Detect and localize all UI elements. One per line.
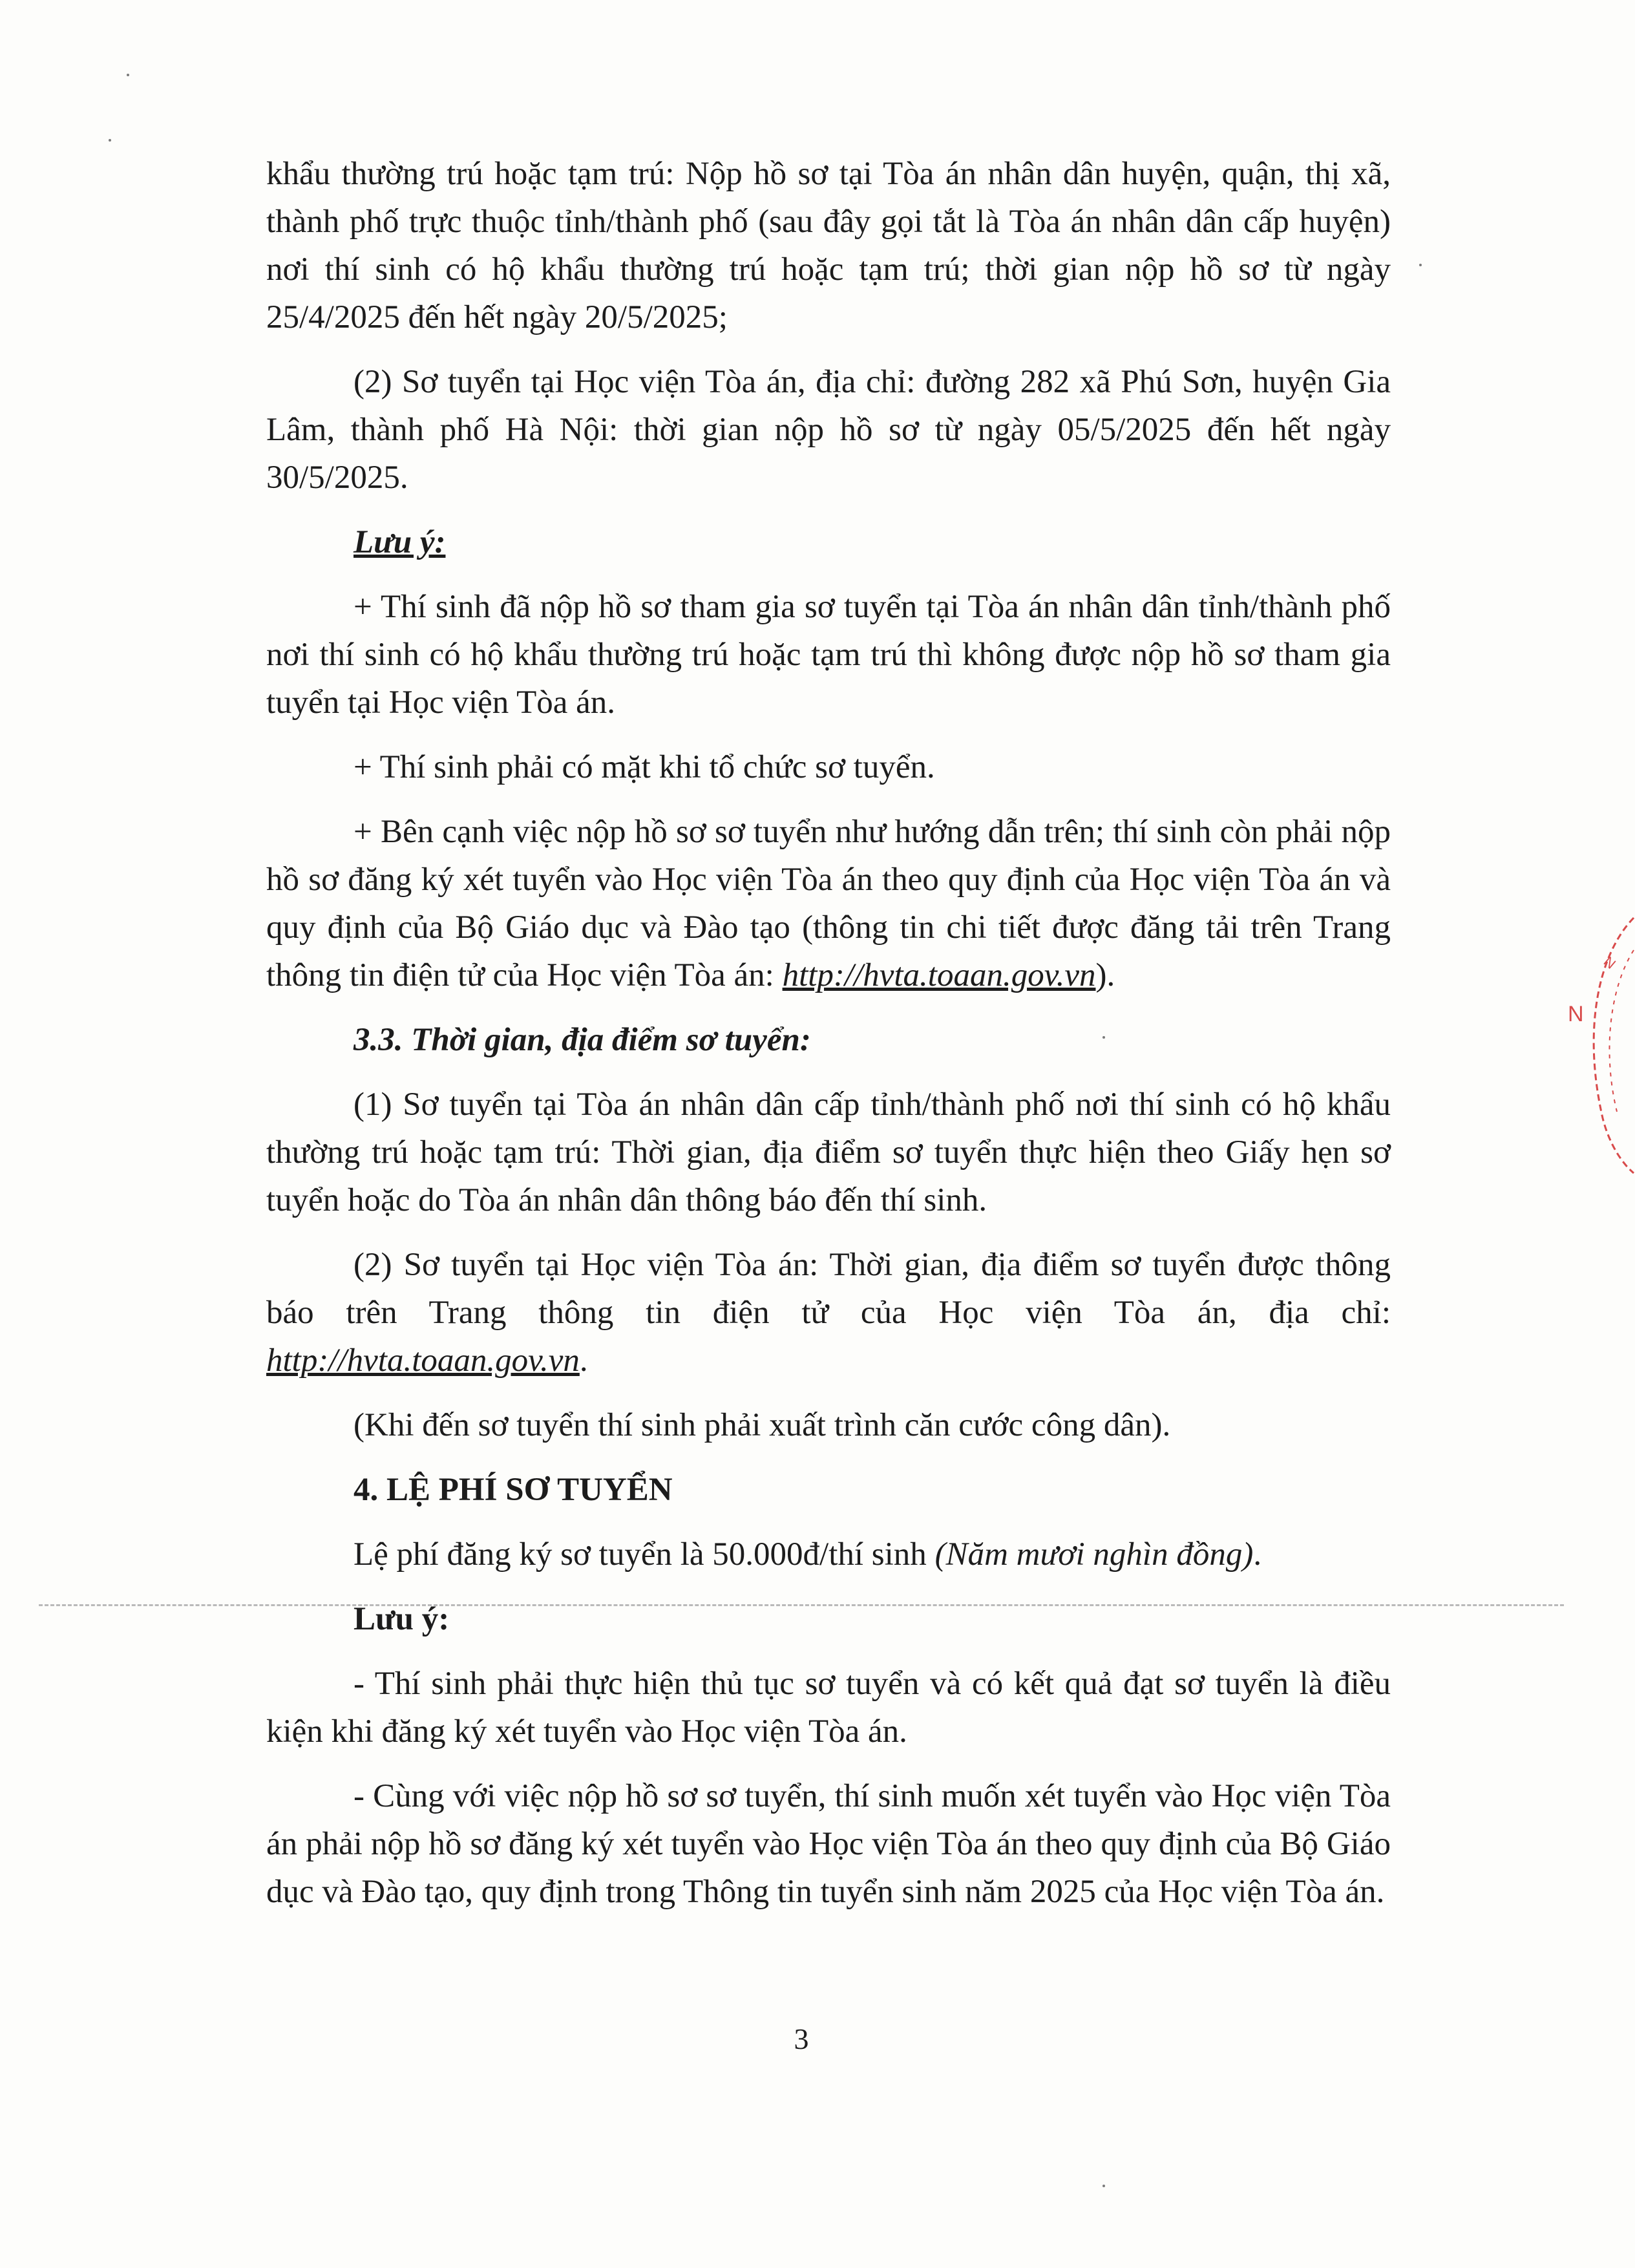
page-number: 3 [794,2022,809,2055]
paragraph-hvta-schedule-end: . [579,1342,588,1379]
paragraph-hvta-submission: (2) Sơ tuyển tại Học viện Tòa án, địa chỉ: đường 282 xã Phú Sơn, huyện Gia Lâm, thành phố Hà Nội: thời gian nộp hồ sơ từ ngày 05/5/2025 đến hết ngày 30/5/2025. [266,364,1391,496]
scan-speck [1419,264,1422,266]
note-application: - Cùng với việc nộp hồ sơ sơ tuyển, thí sinh muốn xét tuyển vào Học viện Tòa án phải nộp hồ sơ đăng ký xét tuyển vào Học viện Tòa án theo quy định của Bộ Giáo dục và Đào tạo, quy định trong Thông tin tuyển sinh năm 2025 của Học viện Tòa án. [266,1778,1391,1910]
section-heading-3-3: 3.3. Thời gian, địa điểm sơ tuyển: [353,1022,811,1058]
paragraph-hvta-schedule-text: (2) Sơ tuyển tại Học viện Tòa án: Thời gian, địa điểm sơ tuyển được thông báo trên Trang thông tin điện tử của Học viện Tòa án, địa chỉ: [266,1247,1391,1331]
paragraph-hvta-schedule [266,1241,1391,1384]
note-heading-2: Lưu ý: [353,1601,450,1637]
fee-end: . [1253,1536,1262,1573]
svg-text:N: N [1568,1002,1584,1026]
fee-in-words: (Năm mươi nghìn đồng) [934,1536,1254,1573]
section-heading-4: 4. LỆ PHÍ SƠ TUYỂN [353,1472,673,1508]
fee-text: Lệ phí đăng ký sơ tuyển là 50.000đ/thí sinh [353,1536,935,1573]
red-seal-stamp-fragment [1557,905,1635,1176]
note-item-1: + Thí sinh đã nộp hồ sơ tham gia sơ tuyển tại Tòa án nhân dân tỉnh/thành phố nơi thí sinh có hộ khẩu thường trú hoặc tạm trú thì không được nộp hồ sơ tham gia tuyển tại Học viện Tòa án. [266,589,1391,721]
svg-text:N: N [1600,953,1619,973]
scan-fold-line [39,1604,1564,1606]
scan-speck [127,74,129,76]
note-item-2: + Thí sinh phải có mặt khi tổ chức sơ tuyển. [353,749,935,785]
scan-speck [1102,1036,1105,1039]
scan-speck [1102,2185,1105,2187]
note-heading-1: Lưu ý: [353,524,446,560]
website-link-1[interactable]: http://hvta.toaan.gov.vn [782,957,1096,993]
note-item-3-text: + Bên cạnh việc nộp hồ sơ sơ tuyển như hướng dẫn trên; thí sinh còn phải nộp hồ sơ đăng ký xét tuyển vào Học viện Tòa án theo quy định của Học viện Tòa án và quy định của Bộ Giáo dục và Đào tạo (thông tin chi tiết được đăng tải trên Trang thông tin điện tử của Học viện Tòa án: [266,814,1391,993]
paragraph-provincial-court: (1) Sơ tuyển tại Tòa án nhân dân cấp tỉnh/thành phố nơi thí sinh có hộ khẩu thường trú hoặc tạm trú: Thời gian, địa điểm sơ tuyển thực hiện theo Giấy hẹn sơ tuyển hoặc do Tòa án nhân dân thông báo đến thí sinh. [266,1086,1391,1218]
document-body [266,150,1391,1916]
note-condition: - Thí sinh phải thực hiện thủ tục sơ tuyển và có kết quả đạt sơ tuyển là điều kiện khi đăng ký xét tuyển vào Học viện Tòa án. [266,1666,1391,1750]
scan-speck [109,139,111,142]
website-link-2[interactable]: http://hvta.toaan.gov.vn [266,1342,580,1379]
note-item-3 [266,808,1391,999]
paragraph-id-requirement: (Khi đến sơ tuyển thí sinh phải xuất trình căn cước công dân). [353,1407,1171,1443]
note-item-3-end: ). [1095,957,1115,993]
paragraph-fee [266,1531,1391,1578]
paragraph-continuation: khẩu thường trú hoặc tạm trú: Nộp hồ sơ tại Tòa án nhân dân huyện, quận, thị xã, thành phố trực thuộc tỉnh/thành phố (sau đây gọi tắt là Tòa án nhân dân cấp huyện) nơi thí sinh có hộ khẩu thường trú hoặc tạm trú; thời gian nộp hồ sơ từ ngày 25/4/2025 đến hết ngày 20/5/2025; [266,156,1391,335]
